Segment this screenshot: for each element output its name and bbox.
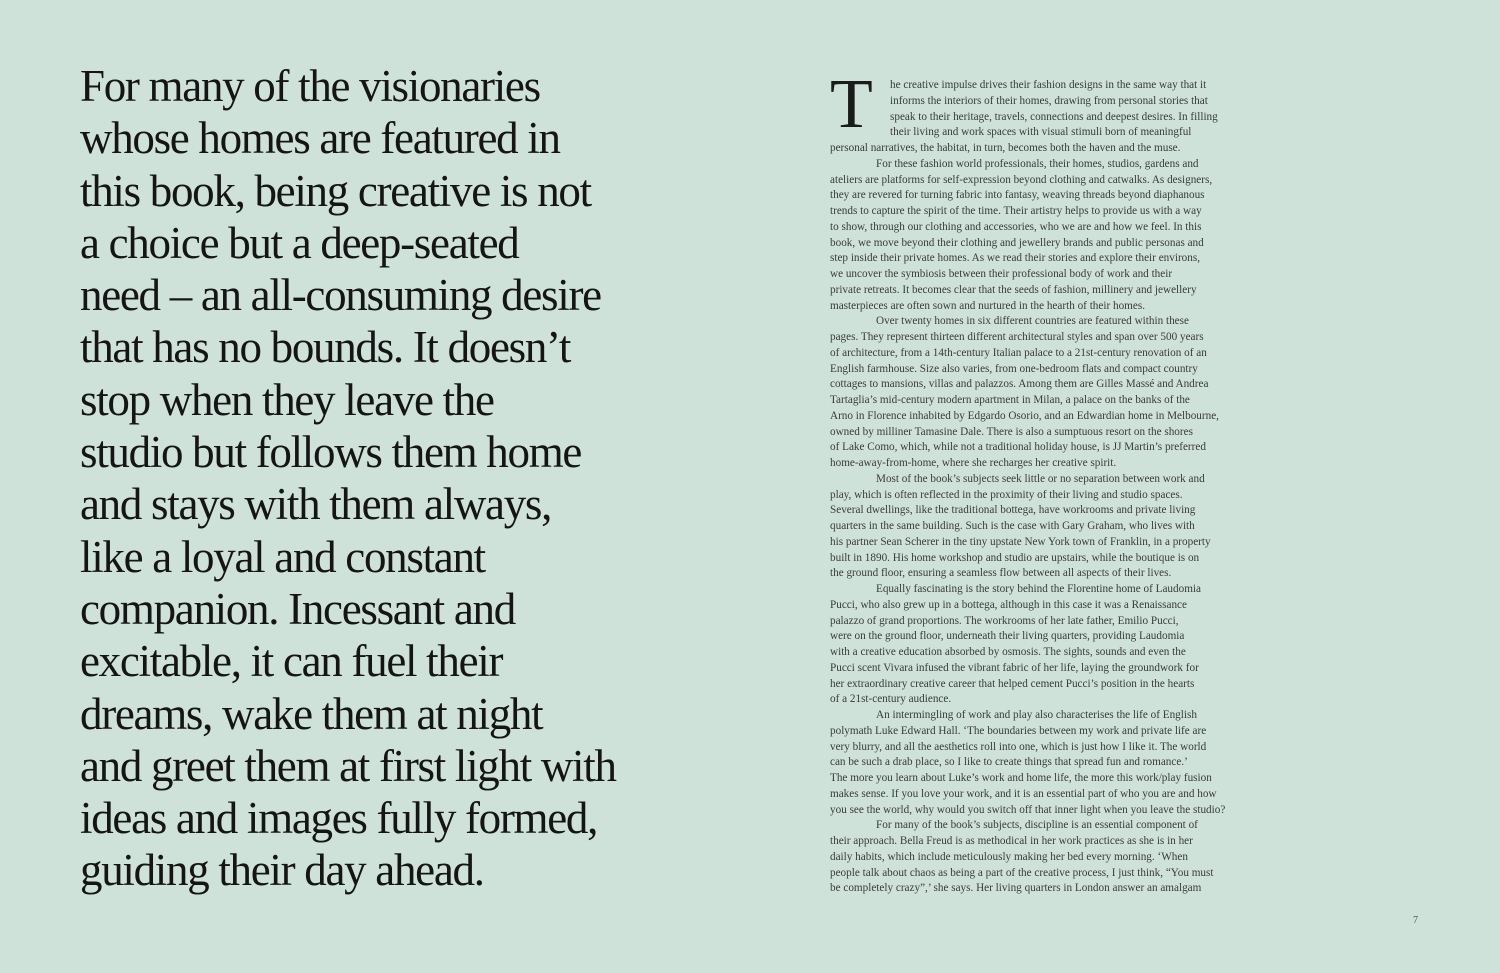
pull-quote-line: need – an all-consuming desire bbox=[80, 270, 601, 321]
body-text-line: they are revered for turning fabric into fantasy, weaving threads beyond diaphanous bbox=[830, 189, 1205, 202]
body-text-line: An intermingling of work and play also characterises the life of English bbox=[876, 709, 1197, 721]
body-text-line: to show, through our clothing and accessories, who we are and how we feel. In this bbox=[830, 220, 1202, 233]
body-text-line: people talk about chaos as being a part of the creative process, I just think, “You must bbox=[830, 866, 1214, 879]
body-text-line: of Lake Como, which, while not a traditional holiday house, is JJ Martin’s preferred bbox=[830, 441, 1206, 454]
body-text-line: Several dwellings, like the traditional bottega, have workrooms and private living bbox=[830, 504, 1196, 517]
pull-quote-line: dreams, wake them at night bbox=[80, 688, 543, 739]
body-text bbox=[830, 78, 1290, 897]
body-text-line: private retreats. It becomes clear that the seeds of fashion, millinery and jewellery bbox=[830, 283, 1197, 296]
body-text-line: with a creative education absorbed by osmosis. The sights, sounds and even the bbox=[830, 646, 1186, 658]
pull-quote bbox=[80, 60, 700, 897]
body-text-line: daily habits, which include meticulously making her bed every morning. ‘When bbox=[830, 850, 1188, 863]
body-text-line: Arno in Florence inhabited by Edgardo Osorio, and an Edwardian home in Melbourne, bbox=[830, 409, 1219, 422]
body-text-line: of a 21st-century audience. bbox=[830, 693, 952, 706]
body-text-line: polymath Luke Edward Hall. ‘The boundaries between my work and private life are bbox=[830, 724, 1207, 737]
pull-quote-line: stop when they leave the bbox=[80, 374, 494, 425]
page-number: 7 bbox=[1413, 915, 1418, 926]
body-text-line: her extraordinary creative career that helped cement Pucci’s position in the hearts bbox=[830, 677, 1195, 690]
pull-quote-line: and stays with them always, bbox=[80, 479, 552, 530]
body-text-line: home-away-from-home, where she recharges her creative spirit. bbox=[830, 457, 1117, 469]
body-text-line: For many of the book’s subjects, discipline is an essential component of bbox=[876, 819, 1198, 832]
body-text-line: masterpieces are often sown and nurtured in the hearth of their homes. bbox=[830, 299, 1146, 312]
body-text-line: Over twenty homes in six different countries are featured within these bbox=[876, 315, 1189, 328]
body-text-line: quarters in the same building. Such is the case with Gary Graham, who lives with bbox=[830, 520, 1195, 532]
body-text-line: makes sense. If you love your work, and it is an essential part of who you are and how bbox=[830, 787, 1217, 800]
body-text-line: Equally fascinating is the story behind the Florentine home of Laudomia bbox=[876, 583, 1201, 595]
body-text-line: play, which is often reflected in the proximity of their living and studio spaces. bbox=[830, 488, 1183, 501]
pull-quote-line: like a loyal and constant bbox=[80, 531, 485, 582]
pull-quote-line: guiding their day ahead. bbox=[80, 845, 484, 896]
body-text-line: their approach. Bella Freud is as methodical in her work practices as she is in her bbox=[830, 835, 1193, 847]
pull-quote-line: studio but follows them home bbox=[80, 427, 582, 478]
body-text-line: their living and work spaces with visual stimuli born of meaningful bbox=[890, 126, 1192, 139]
body-text-line: step inside their private homes. As we read their stories and explore their environs, bbox=[830, 252, 1201, 265]
pull-quote-line: excitable, it can fuel their bbox=[80, 636, 503, 687]
body-text-line: Most of the book’s subjects seek little or no separation between work and bbox=[876, 472, 1205, 485]
pull-quote-line: companion. Incessant and bbox=[80, 583, 515, 634]
pull-quote-line: ideas and images fully formed, bbox=[80, 793, 598, 844]
body-text-line: cottages to mansions, villas and palazzos. Among them are Gilles Massé and Andrea bbox=[830, 378, 1209, 391]
pull-quote-line: a choice but a deep-seated bbox=[80, 217, 519, 268]
body-text-line: can be such a drab place, so I like to create things that spread fun and romance.’ bbox=[830, 756, 1188, 769]
body-text-line: Pucci, who also grew up in a bottega, although in this case it was a Renaissance bbox=[830, 598, 1187, 611]
pull-quote-line: and greet them at first light with bbox=[80, 740, 616, 791]
body-text-line: the ground floor, ensuring a seamless flow between all aspects of their lives. bbox=[830, 567, 1172, 580]
body-text-line: book, we move beyond their clothing and jewellery brands and public personas and bbox=[830, 236, 1204, 249]
pull-quote-line: that has no bounds. It doesn’t bbox=[80, 322, 571, 373]
body-text-line: For these fashion world professionals, their homes, studios, gardens and bbox=[876, 157, 1199, 170]
body-text-line: we uncover the symbiosis between their professional body of work and their bbox=[830, 268, 1173, 280]
body-text-line: built in 1890. His home workshop and studio are upstairs, while the boutique is on bbox=[830, 551, 1200, 564]
body-text-line: trends to capture the spirit of the time. Their artistry helps to provide us with a way bbox=[830, 205, 1202, 217]
body-text-line: personal narratives, the habitat, in turn, becomes both the haven and the muse. bbox=[830, 142, 1181, 154]
body-text-line: he creative impulse drives their fashion designs in the same way that it bbox=[890, 79, 1207, 91]
body-text-line: pages. They represent thirteen different architectural styles and span over 500 years bbox=[830, 331, 1204, 343]
body-text-line: very blurry, and all the aesthetics roll into one, which is just how I like it. The world bbox=[830, 740, 1207, 753]
body-text-line: his partner Sean Scherer in the tiny upstate New York town of Franklin, in a property bbox=[830, 535, 1211, 548]
body-text-line: Tartaglia’s mid-century modern apartment in Milan, a palace on the banks of the bbox=[830, 394, 1190, 406]
body-text-line: palazzo of grand proportions. The workrooms of her late father, Emilio Pucci, bbox=[830, 614, 1179, 627]
body-text-line: ateliers are platforms for self-expression beyond clothing and catwalks. As designers, bbox=[830, 173, 1213, 186]
pull-quote-line: this book, being creative is not bbox=[80, 165, 591, 216]
body-text-line: informs the interiors of their homes, drawing from personal stories that bbox=[890, 94, 1208, 107]
drop-cap: T bbox=[830, 66, 873, 143]
body-text-line: you see the world, why would you switch off that inner light when you leave the studio? bbox=[830, 803, 1226, 816]
pull-quote-line: whose homes are featured in bbox=[80, 113, 560, 164]
pull-quote-line: For many of the visionaries bbox=[80, 61, 540, 111]
body-text-line: speak to their heritage, travels, connections and deepest desires. In filling bbox=[890, 110, 1218, 123]
body-text-line: English farmhouse. Size also varies, from one-bedroom flats and compact country bbox=[830, 362, 1198, 375]
body-text-line: owned by milliner Tamasine Dale. There is also a sumptuous resort on the shores bbox=[830, 425, 1193, 438]
body-text-line: Pucci scent Vivara infused the vibrant fabric of her life, laying the groundwork for bbox=[830, 661, 1199, 674]
body-text-line: of architecture, from a 14th-century Italian palace to a 21st-century renovation of an bbox=[830, 346, 1207, 359]
body-text-line: be completely crazy”,’ she says. Her living quarters in London answer an amalgam bbox=[830, 882, 1202, 895]
body-text-line: The more you learn about Luke’s work and home life, the more this work/play fusion bbox=[830, 772, 1212, 784]
body-text-line: were on the ground floor, underneath their living quarters, providing Laudomia bbox=[830, 630, 1185, 643]
right-page bbox=[750, 0, 1500, 973]
